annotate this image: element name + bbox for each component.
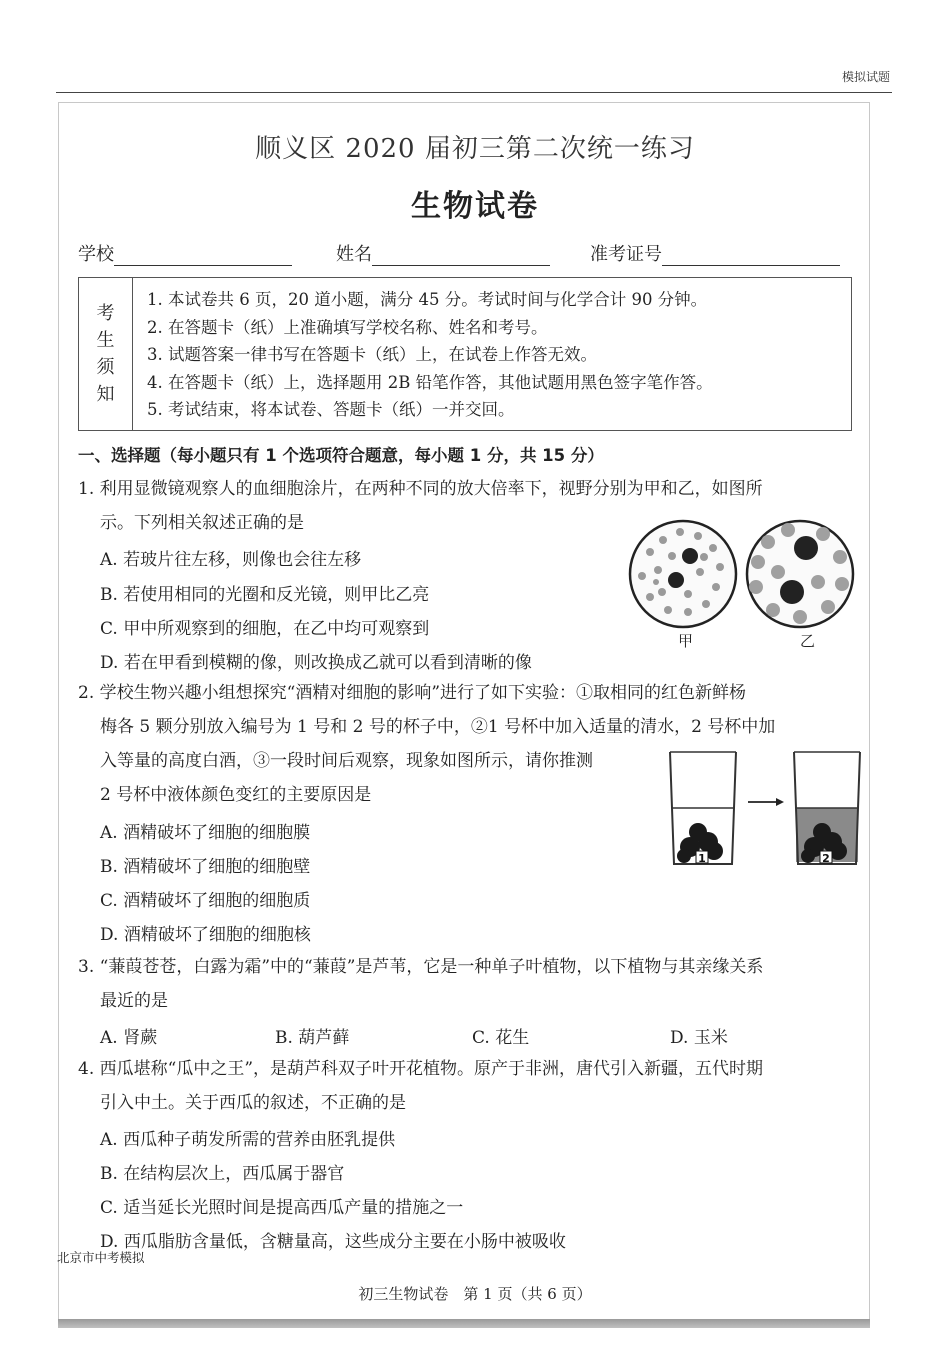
q2-option-a[interactable]: A. 酒精破坏了细胞的细胞膜	[100, 823, 311, 843]
transition-arrow	[748, 798, 784, 806]
school-line[interactable]	[114, 243, 292, 266]
white-blood-cell	[780, 580, 804, 604]
exam-id-line[interactable]	[662, 243, 840, 266]
q1-stem-line1: 1. 利用显微镜观察人的血细胞涂片，在两种不同的放大倍率下，视野分别为甲和乙，如图所	[78, 479, 763, 499]
field-of-view-jia	[630, 521, 736, 627]
cup-1-number: 1	[698, 852, 706, 865]
exam-subtitle: 生物试卷	[411, 189, 539, 224]
microscope-view-figure	[628, 512, 858, 637]
header-rule	[56, 92, 892, 93]
q1-option-b[interactable]: B. 若使用相同的光圈和反光镜，则甲比乙亮	[100, 585, 430, 605]
notice-item: 1. 本试卷共 6 页，20 道小题，满分 45 分。考试时间与化学合计 90 分钟。	[147, 290, 708, 309]
notice-label-char: 知	[96, 384, 115, 405]
q2-stem-line1: 2. 学校生物兴趣小组想探究“酒精对细胞的影响”进行了如下实验：①取相同的红色新鲜杨	[78, 683, 747, 703]
white-blood-cell	[682, 548, 698, 564]
notice-item: 5. 考试结束，将本试卷、答题卡（纸）一并交回。	[147, 400, 515, 419]
q3-option-b[interactable]: B. 葫芦藓	[275, 1028, 350, 1048]
notice-label-char: 生	[96, 330, 115, 351]
q2-stem-line2: 梅各 5 颗分别放入编号为 1 号和 2 号的杯子中，②1 号杯中加入适量的清水，2 号杯中加	[100, 717, 776, 737]
q4-option-c[interactable]: C. 适当延长光照时间是提高西瓜产量的措施之一	[100, 1198, 464, 1218]
q2-stem-line3: 入等量的高度白酒，③一段时间后观察，现象如图所示，请你推测	[100, 751, 593, 771]
q1-option-c[interactable]: C. 甲中所观察到的细胞，在乙中均可观察到	[100, 619, 430, 639]
header-tag: 模拟试题	[841, 70, 890, 84]
notice-item: 2. 在答题卡（纸）上准确填写学校名称、姓名和考号。	[147, 317, 548, 337]
exam-id-field[interactable]	[590, 240, 840, 266]
q4-option-b[interactable]: B. 在结构层次上，西瓜属于器官	[100, 1164, 345, 1184]
cup-experiment-figure	[668, 748, 858, 868]
q4-stem-line2: 引入中土。关于西瓜的叙述，不正确的是	[100, 1093, 406, 1113]
name-line[interactable]	[372, 243, 550, 266]
notice-label-char: 考	[96, 303, 115, 324]
figure-label-jia: 甲	[678, 632, 694, 650]
notice-label-char: 须	[96, 357, 115, 378]
cup-2-number: 2	[822, 852, 830, 865]
q3-stem-line1: 3. “蒹葭苍苍，白露为霜”中的“蒹葭”是芦苇，它是一种单子叶植物，以下植物与其亲缘关系	[78, 957, 764, 977]
school-field[interactable]	[78, 240, 292, 266]
name-label: 姓名	[336, 244, 372, 265]
q3-option-a[interactable]: A. 肾蕨	[100, 1028, 158, 1048]
exam-id-label: 准考证号	[590, 244, 662, 265]
q4-option-d[interactable]: D. 西瓜脂肪含量低，含糖量高，这些成分主要在小肠中被吸收	[100, 1232, 566, 1252]
q2-option-b[interactable]: B. 酒精破坏了细胞的细胞壁	[100, 857, 311, 877]
q4-option-a[interactable]: A. 西瓜种子萌发所需的营养由胚乳提供	[100, 1130, 396, 1150]
q2-stem-line4: 2 号杯中液体颜色变红的主要原因是	[100, 785, 372, 805]
page-footer: 初三生物试卷 第 1 页（共 6 页）	[358, 1285, 592, 1303]
name-field[interactable]	[336, 240, 550, 266]
cup-2	[794, 752, 860, 864]
q2-option-d[interactable]: D. 酒精破坏了细胞的细胞核	[100, 925, 311, 945]
q3-option-d[interactable]: D. 玉米	[670, 1028, 728, 1048]
q3-option-c[interactable]: C. 花生	[472, 1028, 530, 1048]
student-info-row	[78, 240, 853, 270]
white-blood-cell	[668, 572, 684, 588]
school-label: 学校	[78, 244, 114, 265]
page-bottom-edge	[58, 1319, 870, 1328]
figure-label-yi: 乙	[800, 632, 816, 650]
cup-1	[670, 752, 736, 864]
notice-items	[147, 286, 713, 424]
q3-stem-line2: 最近的是	[100, 991, 168, 1011]
white-blood-cell	[794, 536, 818, 560]
footer-source-note: 北京市中考模拟	[57, 1250, 145, 1265]
q1-option-a[interactable]: A. 若玻片往左移，则像也会往左移	[100, 550, 362, 570]
q1-stem-line2: 示。下列相关叙述正确的是	[100, 513, 304, 533]
q1-option-d[interactable]: D. 若在甲看到模糊的像，则改换成乙就可以看到清晰的像	[100, 653, 532, 673]
notice-item: 4. 在答题卡（纸）上，选择题用 2B 铅笔作答，其他试题用黑色签字笔作答。	[147, 372, 713, 392]
exam-notice-box	[78, 277, 852, 431]
notice-item: 3. 试题答案一律书写在答题卡（纸）上，在试卷上作答无效。	[147, 345, 597, 364]
q4-stem-line1: 4. 西瓜堪称“瓜中之王”，是葫芦科双子叶开花植物。原产于非洲，唐代引入新疆，五代时期	[78, 1059, 764, 1079]
exam-title: 顺义区 2020 届初三第二次统一练习	[255, 134, 695, 164]
notice-label	[79, 278, 133, 430]
q2-option-c[interactable]: C. 酒精破坏了细胞的细胞质	[100, 891, 311, 911]
section-heading: 一、选择题（每小题只有 1 个选项符合题意，每小题 1 分，共 15 分）	[78, 446, 604, 465]
